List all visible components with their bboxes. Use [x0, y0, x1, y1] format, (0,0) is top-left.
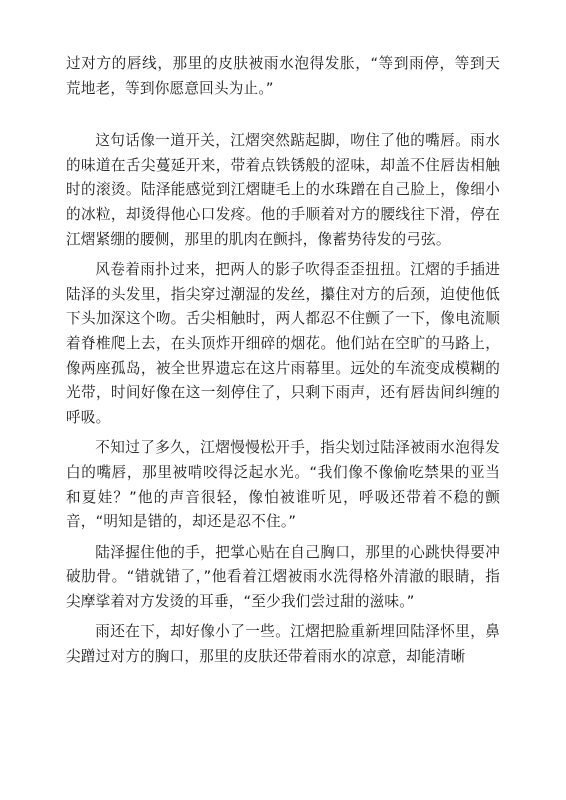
paragraph-1: 过对方的唇线，那里的皮肤被雨水泡得发胀，“等到雨停，等到天荒地老，等到你愿意回头为止。” — [66, 55, 500, 97]
paragraph-5: 陆泽握住他的手，把掌心贴在自己胸口，那里的心跳快得要冲破肋骨。“错就错了，”他看着江熠被雨水洗得格外清澈的眼睛，指尖摩挲着对方发烫的耳垂，“至少我们尝过甜的滋味。” — [66, 543, 500, 610]
paragraph-2: 这句话像一道开关，江熠突然踮起脚，吻住了他的嘴唇。雨水的味道在舌尖蔓延开来，带着点铁锈般的涩味，却盖不住唇齿相触时的滚烫。陆泽能感觉到江熠睫毛上的水珠蹭在自己脸上，像细小的冰粒，却烫得他心口发疼。他的手顺着对方的腰线往下滑，停在江熠紧绷的腰侧，那里的肌肉在颤抖，像蓄势待发的弓弦。 — [66, 132, 500, 248]
body-text — [66, 52, 500, 670]
paragraph-3: 风卷着雨扑过来，把两人的影子吹得歪歪扭扭。江熠的手插进陆泽的头发里，指尖穿过潮湿的发丝，攥住对方的后颈，迫使他低下头加深这个吻。舌尖相触时，两人都忍不住颤了一下，像电流顺着脊椎爬上去，在头顶炸开细碎的烟花。他们站在空旷的马路上，像两座孤岛，被全世界遗忘在这片雨幕里。远处的车流变成模糊的光带，时间好像在这一刻停住了，只剩下雨声，还有唇齿间纠缠的呼吸。 — [66, 261, 500, 426]
paragraph-4: 不知过了多久，江熠慢慢松开手，指尖划过陆泽被雨水泡得发白的嘴唇，那里被啃咬得泛起水光。“我们像不像偷吃禁果的亚当和夏娃？”他的声音很轻，像怕被谁听见，呼吸还带着不稳的颤音，“明知是错的，却还是忍不住。” — [66, 439, 500, 531]
paragraph-6: 雨还在下，却好像小了一些。江熠把脸重新埋回陆泽怀里，鼻尖蹭过对方的胸口，那里的皮肤还带着雨水的凉意，却能清晰 — [66, 623, 500, 666]
